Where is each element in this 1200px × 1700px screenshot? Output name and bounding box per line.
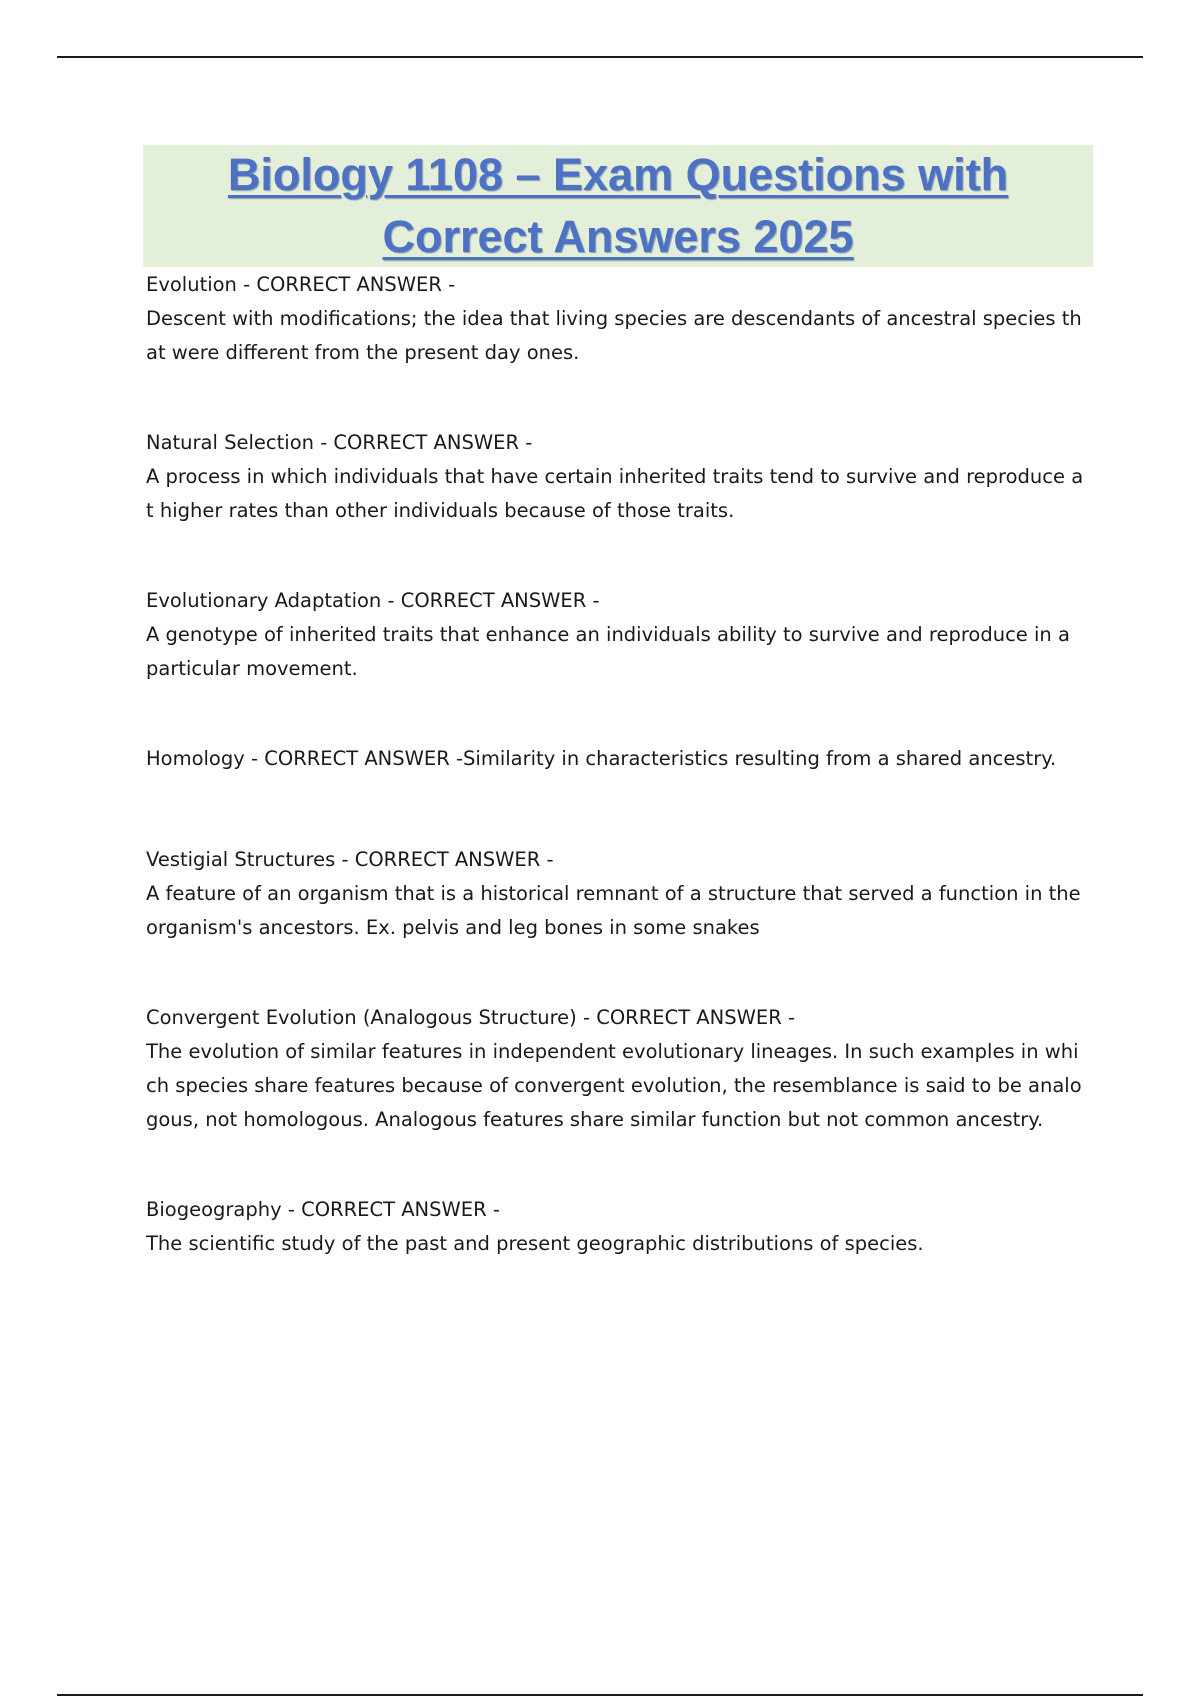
qa-separator: - CORRECT ANSWER - bbox=[576, 1006, 795, 1029]
qa-item-evolutionary-adaptation bbox=[146, 584, 1086, 686]
qa-answer: Similarity in characteristics resulting from a shared ancestry. bbox=[463, 747, 1057, 770]
qa-answer: Descent with modifications; the idea that living species are descendants of ancestral species that were different from the present day ones. bbox=[146, 307, 1082, 364]
qa-answer: A feature of an organism that is a historical remnant of a structure that served a function in the organism's ancestors. Ex. pelvis and leg bones in some snakes bbox=[146, 882, 1081, 939]
qa-separator: - CORRECT ANSWER - bbox=[314, 431, 533, 454]
qa-term: Homology bbox=[146, 747, 245, 770]
top-rule bbox=[57, 56, 1143, 58]
document-title: Biology 1108 – Exam Questions with Correct Answers 2025 bbox=[227, 149, 1009, 262]
qa-separator: - CORRECT ANSWER - bbox=[281, 1198, 500, 1221]
qa-item-vestigial-structures bbox=[146, 843, 1086, 945]
qa-term: Vestigial Structures bbox=[146, 848, 336, 871]
qa-item-biogeography bbox=[146, 1193, 1086, 1261]
qa-item-natural-selection bbox=[146, 426, 1086, 528]
qa-separator: - CORRECT ANSWER - bbox=[244, 747, 464, 770]
qa-answer: The evolution of similar features in independent evolutionary lineages. In such examples in which species share features because of convergent evolution, the resemblance is said to be analogous, not homologous. Analogous features share similar function but not common ancestry. bbox=[146, 1040, 1082, 1131]
qa-term: Evolutionary Adaptation bbox=[146, 589, 382, 612]
qa-list bbox=[146, 268, 1086, 1261]
qa-item-homology bbox=[146, 742, 1086, 776]
qa-separator: - CORRECT ANSWER - bbox=[335, 848, 554, 871]
qa-term: Natural Selection bbox=[146, 431, 314, 454]
qa-answer: The scientific study of the past and present geographic distributions of species. bbox=[146, 1232, 924, 1255]
qa-answer: A genotype of inherited traits that enhance an individuals ability to survive and reproduce in a particular movement. bbox=[146, 623, 1070, 680]
qa-item-evolution bbox=[146, 268, 1086, 370]
qa-separator: - CORRECT ANSWER - bbox=[236, 273, 456, 296]
qa-separator: - CORRECT ANSWER - bbox=[381, 589, 600, 612]
title-banner bbox=[143, 145, 1093, 267]
qa-answer: A process in which individuals that have certain inherited traits tend to survive and reproduce at higher rates than other individuals because of those traits. bbox=[146, 465, 1084, 522]
qa-item-convergent-evolution bbox=[146, 1001, 1086, 1137]
bottom-rule bbox=[57, 1694, 1143, 1696]
qa-term: Convergent Evolution (Analogous Structure) bbox=[146, 1006, 577, 1029]
qa-term: Evolution bbox=[146, 273, 237, 296]
qa-term: Biogeography bbox=[146, 1198, 282, 1221]
